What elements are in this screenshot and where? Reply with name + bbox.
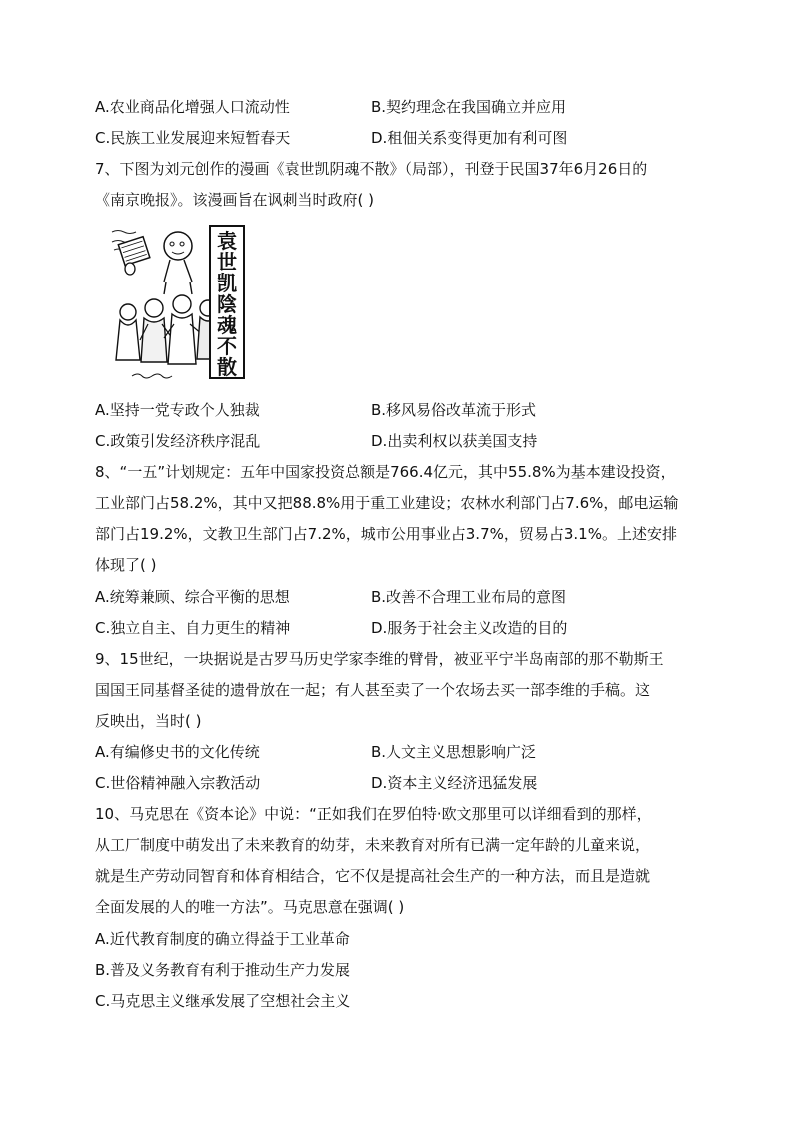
cartoon-title-char: 陰 <box>217 292 237 316</box>
q10-stem-line-3: 就是生产劳动同智育和体育相结合，它不仅是提高社会生产的一种方法，而且是造就 <box>95 867 651 885</box>
q7-stem-line-1: 7、下图为刘元创作的漫画《袁世凯阴魂不散》（局部），刊登于民国37年6月26日的 <box>95 160 648 178</box>
cartoon-title-char: 袁 <box>217 229 237 253</box>
q9-option-d: D.资本主义经济迅猛发展 <box>371 774 538 792</box>
q10-option-a: A.近代教育制度的确立得益于工业革命 <box>95 930 350 948</box>
q7-option-a: A.坚持一党专政个人独裁 <box>95 401 260 419</box>
q8-stem-line-1: 8、“一五”计划规定：五年中国家投资总额是766.4亿元，其中55.8%为基本建设投资， <box>95 463 676 481</box>
q10-stem-line-1: 10、马克思在《资本论》中说：“正如我们在罗伯特·欧文那里可以详细看到的那样， <box>95 805 652 823</box>
q9-stem-line-1: 9、15世纪，一块据说是古罗马历史学家李维的臂骨，被亚平宁半岛南部的那不勒斯王 <box>95 650 664 668</box>
q8-stem-line-2: 工业部门占58.2%，其中又把88.8%用于重工业建设；农林水利部门占7.6%，邮电运输 <box>95 494 679 512</box>
q8-option-c: C.独立自主、自力更生的精神 <box>95 619 291 637</box>
q6-option-b: B.契约理念在我国确立并应用 <box>371 98 567 116</box>
q9-option-b: B.人文主义思想影响广泛 <box>371 743 537 761</box>
q9-stem-line-3: 反映出，当时( ) <box>95 712 202 730</box>
q9-stem-line-2: 国国王同基督圣徒的遗骨放在一起；有人甚至卖了一个农场去买一部李维的手稿。这 <box>95 681 651 699</box>
q6-option-a: A.农业商品化增强人口流动性 <box>95 98 290 116</box>
q8-stem-line-4: 体现了( ) <box>95 556 157 574</box>
q7-option-d: D.出卖利权以获美国支持 <box>371 432 538 450</box>
q10-option-c: C.马克思主义继承发展了空想社会主义 <box>95 992 351 1010</box>
q8-option-b: B.改善不合理工业布局的意图 <box>371 588 567 606</box>
q9-option-a: A.有编修史书的文化传统 <box>95 743 260 761</box>
q9-option-c: C.世俗精神融入宗教活动 <box>95 774 261 792</box>
q7-option-c: C.政策引发经济秩序混乱 <box>95 432 261 450</box>
q7-stem-line-2: 《南京晚报》。该漫画旨在讽刺当时政府( ) <box>95 191 374 209</box>
q8-option-a: A.统筹兼顾、综合平衡的思想 <box>95 588 290 606</box>
cartoon-title-char: 不 <box>217 334 237 358</box>
cartoon-image <box>110 224 246 384</box>
q6-option-d: D.租佃关系变得更加有利可图 <box>371 129 568 147</box>
cartoon-title-char: 世 <box>217 250 237 274</box>
q7-option-b: B.移风易俗改革流于形式 <box>371 401 537 419</box>
cartoon-title-char: 凯 <box>217 271 237 295</box>
cartoon-title-char: 散 <box>217 355 237 379</box>
q8-stem-line-3: 部门占19.2%，文教卫生部门占7.2%，城市公用事业占3.7%，贸易占3.1%。上述安排 <box>95 525 677 543</box>
q6-option-c: C.民族工业发展迎来短暂春天 <box>95 129 291 147</box>
q10-stem-line-4: 全面发展的人的唯一方法”。马克思意在强调( ) <box>95 898 405 916</box>
q8-option-d: D.服务于社会主义改造的目的 <box>371 619 568 637</box>
cartoon-title-char: 魂 <box>217 313 237 337</box>
q10-option-b: B.普及义务教育有利于推动生产力发展 <box>95 961 351 979</box>
q10-stem-line-2: 从工厂制度中萌发出了未来教育的幼芽，未来教育对所有已满一定年龄的儿童来说， <box>95 836 651 854</box>
